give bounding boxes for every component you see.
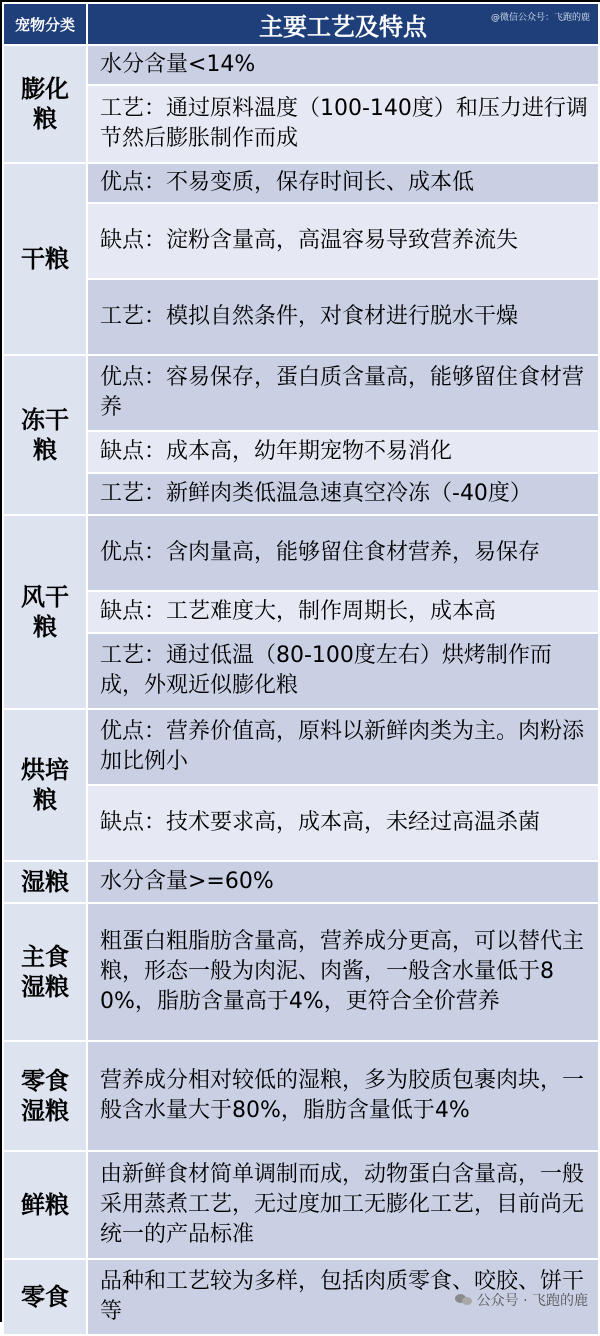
category-cell: 干粮 xyxy=(3,163,87,355)
description-cell: 水分含量>=60% xyxy=(87,861,599,903)
category-cell: 湿粮 xyxy=(3,861,87,903)
category-cell: 鲜粮 xyxy=(3,1151,87,1259)
description-cell: 缺点：技术要求高，成本高，未经过高温杀菌 xyxy=(87,785,599,861)
table-row xyxy=(3,591,599,633)
table-row xyxy=(3,633,599,709)
header-category: 宠物分类 xyxy=(3,3,87,45)
description-cell: 营养成分相对较低的湿粮，多为胶质包裹肉块，一般含水量大于80%，脂肪含量低于4% xyxy=(87,1041,599,1151)
table-row xyxy=(3,903,599,1041)
description-cell: 工艺：通过原料温度（100-140度）和压力进行调节然后膨胀制作而成 xyxy=(87,85,599,163)
table-body xyxy=(3,45,599,1335)
description-cell: 缺点：淀粉含量高，高温容易导致营养流失 xyxy=(87,203,599,279)
category-cell: 风干 粮 xyxy=(3,515,87,709)
table-row xyxy=(3,431,599,473)
footer-watermark-text: 公众号 · 飞跑的鹿 xyxy=(476,1293,588,1309)
description-cell: 品种和工艺较为多样，包括肉质零食、咬胶、饼干等 xyxy=(87,1259,599,1335)
category-cell: 烘培 粮 xyxy=(3,709,87,861)
table-row xyxy=(3,473,599,515)
category-cell: 零食 湿粮 xyxy=(3,1041,87,1151)
table-row xyxy=(3,45,599,85)
category-cell: 冻干 粮 xyxy=(3,355,87,515)
table-row xyxy=(3,785,599,861)
category-cell: 膨化 粮 xyxy=(3,45,87,163)
wechat-icon xyxy=(455,1293,473,1307)
table-row xyxy=(3,163,599,203)
table-row xyxy=(3,203,599,279)
description-cell: 优点：含肉量高，能够留住食材营养，易保存 xyxy=(87,515,599,591)
table-row xyxy=(3,355,599,431)
table-row xyxy=(3,1041,599,1151)
header-main-title: 主要工艺及特点 xyxy=(259,12,427,41)
description-cell: 水分含量<14% xyxy=(87,45,599,85)
table-header-row xyxy=(3,3,599,45)
description-cell: 缺点：工艺难度大，制作周期长，成本高 xyxy=(87,591,599,633)
description-cell: 优点：营养价值高，原料以新鲜肉类为主。肉粉添加比例小 xyxy=(87,709,599,785)
table-row xyxy=(3,85,599,163)
table-row xyxy=(3,279,599,355)
category-cell: 零食 xyxy=(3,1259,87,1335)
table-row xyxy=(3,709,599,785)
pet-food-table xyxy=(2,2,600,1336)
category-cell: 主食 湿粮 xyxy=(3,903,87,1041)
header-main xyxy=(87,3,599,45)
description-cell: 优点：不易变质，保存时间长、成本低 xyxy=(87,163,599,203)
header-watermark: @微信公众号：飞跑的鹿 xyxy=(490,13,590,23)
description-cell: 工艺：模拟自然条件，对食材进行脱水干燥 xyxy=(87,279,599,355)
description-cell: 工艺：通过低温（80-100度左右）烘烤制作而成，外观近似膨化粮 xyxy=(87,633,599,709)
description-cell: 优点：容易保存，蛋白质含量高，能够留住食材营养 xyxy=(87,355,599,431)
table-row xyxy=(3,515,599,591)
description-cell: 工艺：新鲜肉类低温急速真空冷冻（-40度） xyxy=(87,473,599,515)
description-cell: 粗蛋白粗脂肪含量高，营养成分更高，可以替代主粮，形态一般为肉泥、肉酱，一般含水量低于80%，脂肪含量高于4%，更符合全价营养 xyxy=(87,903,599,1041)
table-row xyxy=(3,861,599,903)
table-row xyxy=(3,1151,599,1259)
footer-watermark xyxy=(455,1290,588,1310)
description-cell: 缺点：成本高，幼年期宠物不易消化 xyxy=(87,431,599,473)
description-cell: 由新鲜食材简单调制而成，动物蛋白含量高，一般采用蒸煮工艺，无过度加工无膨化工艺，目前尚无统一的产品标准 xyxy=(87,1151,599,1259)
